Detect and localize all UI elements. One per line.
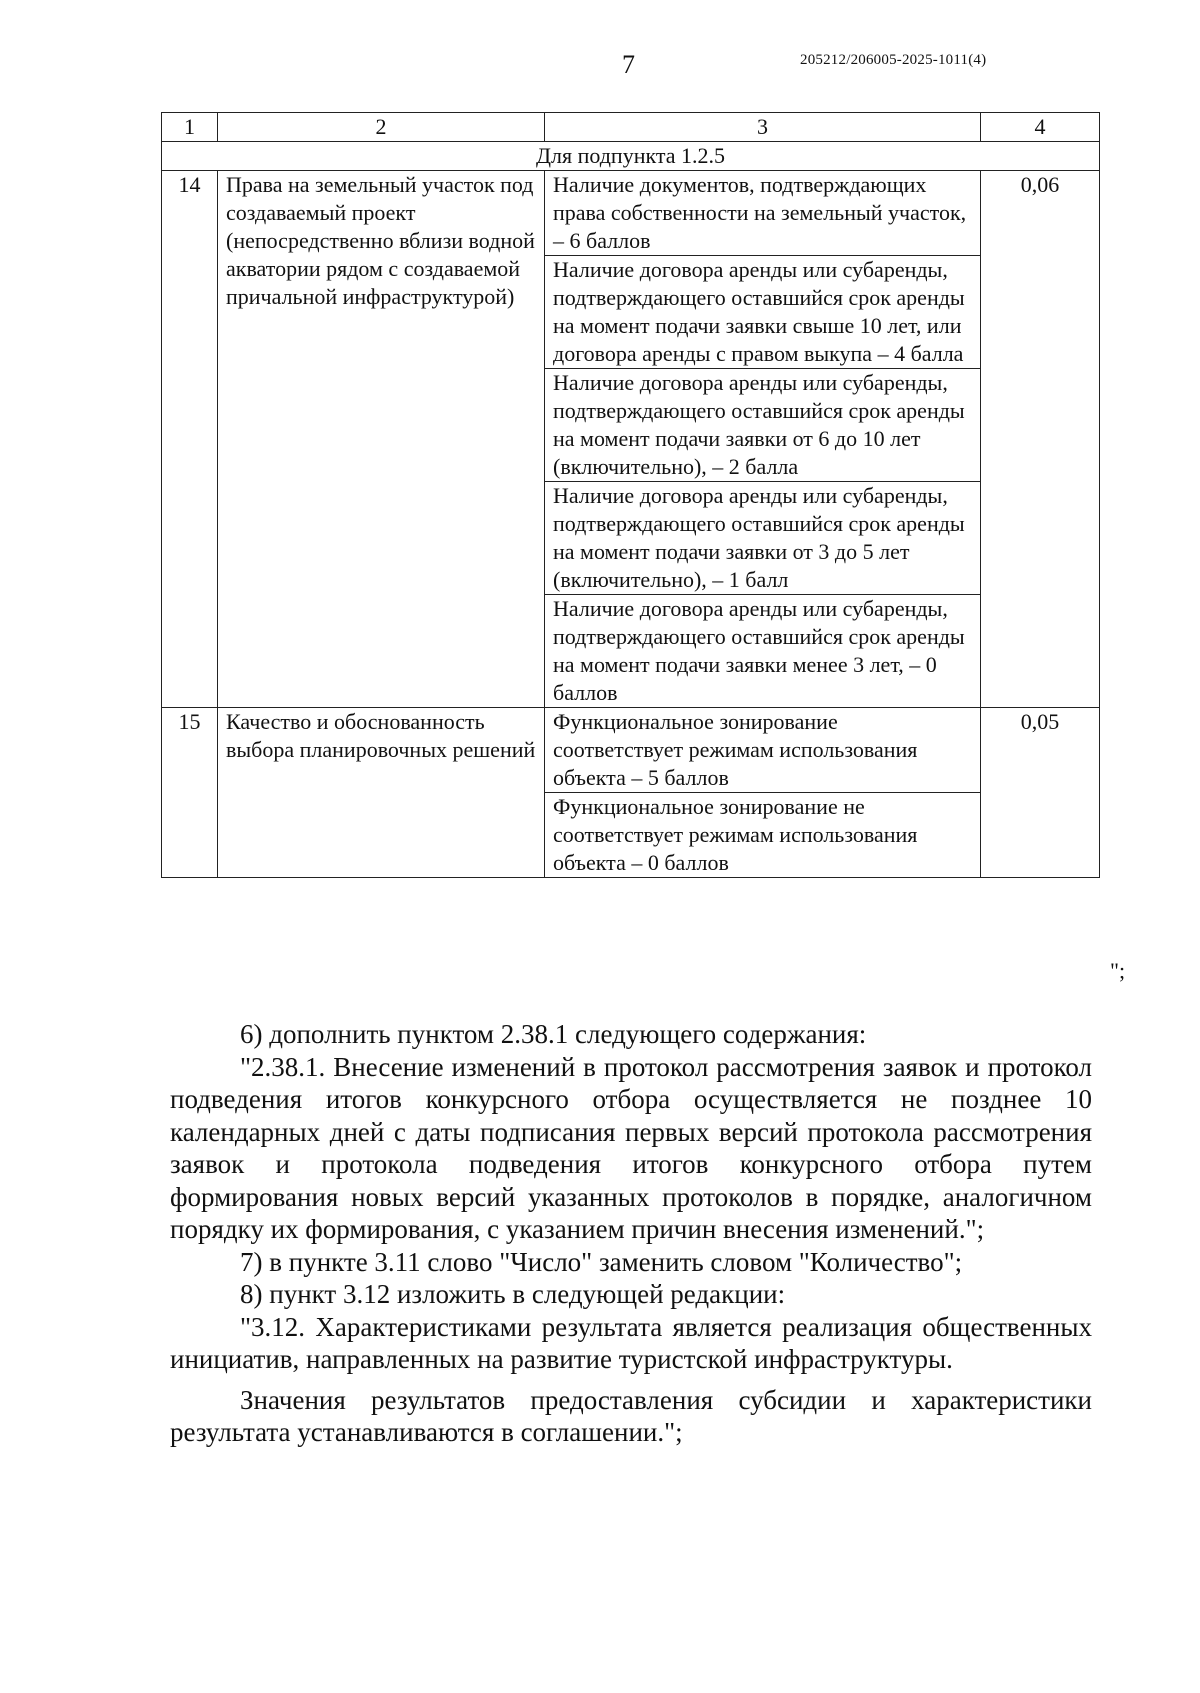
score-cell: Наличие документов, подтверждающих права собственности на земельный участок, – 6 баллов [545, 171, 981, 256]
paragraph: 8) пункт 3.12 изложить в следующей редакции: [240, 1279, 786, 1309]
section-title: Для подпункта 1.2.5 [162, 142, 1100, 171]
amendment-text [170, 1018, 1092, 1449]
criteria-table [161, 112, 1100, 878]
paragraph: Значения результатов предоставления субсидии и характеристики результата устанавливаются в соглашении."; [170, 1384, 1092, 1447]
criterion-cell: Качество и обоснованность выбора планировочных решений [218, 708, 545, 878]
column-number-cell: 4 [981, 113, 1100, 142]
column-number-cell: 1 [162, 113, 218, 142]
score-cell: Наличие договора аренды или субаренды, подтверждающего оставшийся срок аренды на момент подачи заявки менее 3 лет, – 0 баллов [545, 595, 981, 708]
page-number: 7 [622, 50, 635, 79]
table-row [162, 708, 1100, 793]
score-cell: Функциональное зонирование соответствует режимам использования объекта – 5 баллов [545, 708, 981, 793]
document-id: 205212/206005-2025-1011(4) [800, 52, 987, 68]
row-number: 14 [162, 171, 218, 708]
score-cell: Наличие договора аренды или субаренды, подтверждающего оставшийся срок аренды на момент подачи заявки от 3 до 5 лет (включительно), – 1 балл [545, 482, 981, 595]
score-cell: Наличие договора аренды или субаренды, подтверждающего оставшийся срок аренды на момент подачи заявки свыше 10 лет, или договора аренды с правом выкупа – 4 балла [545, 256, 981, 369]
paragraph: "3.12. Характеристиками результата является реализация общественных инициатив, направленных на развитие туристской инфраструктуры. [170, 1311, 1092, 1374]
paragraph: 6) дополнить пунктом 2.38.1 следующего содержания: [240, 1019, 867, 1049]
table-row [162, 171, 1100, 256]
row-number: 15 [162, 708, 218, 878]
section-row [162, 142, 1100, 171]
weight-cell: 0,05 [981, 708, 1100, 878]
criterion-cell: Права на земельный участок под создаваемый проект (непосредственно вблизи водной акватории рядом с создаваемой причальной инфраструктурой) [218, 171, 545, 708]
score-cell: Наличие договора аренды или субаренды, подтверждающего оставшийся срок аренды на момент подачи заявки от 6 до 10 лет (включительно), – 2 балла [545, 369, 981, 482]
weight-cell: 0,06 [981, 171, 1100, 708]
table-closing-quote: "; [1110, 958, 1126, 983]
paragraph: "2.38.1. Внесение изменений в протокол рассмотрения заявок и протокол подведения итогов конкурсного отбора осуществляется не позднее 10 календарных дней с даты подписания первых версий протокола рассмотрения заявок и протокола подведения итогов конкурсного отбора путем формирования новых версий указанных протоколов в порядке, аналогичном порядку их формирования, с указанием причин внесения изменений."; [170, 1051, 1092, 1244]
column-number-cell: 2 [218, 113, 545, 142]
score-cell: Функциональное зонирование не соответствует режимам использования объекта – 0 баллов [545, 793, 981, 878]
paragraph: 7) в пункте 3.11 слово "Число" заменить словом "Количество"; [240, 1246, 963, 1277]
column-number-cell: 3 [545, 113, 981, 142]
column-number-row [162, 113, 1100, 142]
